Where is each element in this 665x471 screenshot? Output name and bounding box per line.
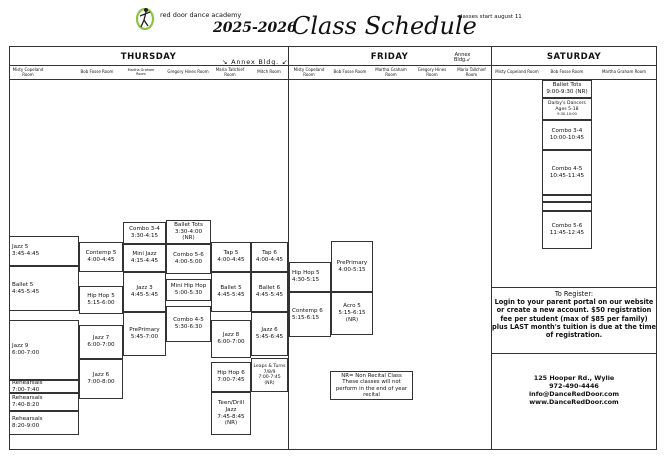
nr-legend: NR= Non Recital Class These classes will not perform in the end of year recital	[330, 371, 413, 400]
sat-gap-1	[542, 195, 592, 202]
phone: 972-490-4446	[549, 382, 599, 390]
room-martha-graham-fri: Martha Graham Room	[375, 67, 407, 77]
class-hip-hop-6: Hip Hop 6 7:00-7:45	[211, 362, 251, 392]
class-combo-4-5: Combo 4-5 5:30-6:30	[166, 306, 211, 342]
room-gregory-hines-fri: Gregory Hines Room	[417, 67, 447, 77]
logo	[133, 5, 157, 31]
class-jazz-6: Jazz 6 7:00-8:00	[79, 359, 123, 399]
schedule-year: 2025-2026	[213, 20, 297, 36]
class-combo-4-5-sat: Combo 4-5 10:45-11:45	[542, 150, 592, 195]
arrow-down-icon: ↙	[466, 57, 471, 64]
class-jazz-8: Jazz 8 6:00-7:00	[211, 320, 251, 358]
register-title: To Register:	[554, 290, 594, 298]
class-leaps-turns: Leaps & Turns 7/8/9 7:00-7:45 (NR)	[251, 358, 288, 392]
room-bob-fosse-fri: Bob Fosse Room	[333, 69, 367, 75]
class-preprimary-thu: PrePrimary 5:45-7:00	[123, 312, 166, 356]
class-ballet-tots-thu: Ballet Tots 3:30-4:00 (NR)	[166, 220, 211, 244]
start-note: classes start august 11	[458, 14, 522, 20]
class-jazz-6-annex: Jazz 6 5:45-6:45	[251, 312, 288, 356]
annex-bldg-friday: Annex Bldg.↙	[454, 52, 471, 64]
website: www.DanceRedDoor.com	[529, 398, 619, 406]
room-mitch-thu: Mitch Room	[257, 69, 281, 75]
studio-name: red door dance academy	[160, 11, 242, 19]
room-misty-copeland-fri: Misty Copeland Room	[293, 67, 325, 77]
class-hip-hop-5-fri: Hip Hop 5 4:30-5:15	[289, 262, 331, 292]
address: 125 Hooper Rd., Wylie	[533, 374, 615, 382]
class-darbys-dancers: Darby's Dancers Ages 5-18 9:30-10:00	[542, 98, 592, 120]
class-tap-5: Tap 5 4:00-4:45	[211, 242, 251, 272]
class-tap-6: Tap 6 4:00-4:45	[251, 242, 288, 272]
room-martha-graham-thu: Martha Graham Room	[127, 67, 155, 76]
class-ballet-5: Ballet 5 4:45-5:45	[9, 266, 79, 311]
class-mini-hip-hop: Mini Hip Hop 5:00-5:30	[166, 279, 211, 301]
class-ballet-5-annex: Ballet 5 4:45-5:45	[211, 272, 251, 312]
class-teen-drill-jazz: Teen/Drill Jazz 7:45-8:45 (NR)	[211, 392, 251, 435]
class-hip-hop-5: Hip Hop 5 5:15-6:00	[79, 286, 123, 314]
schedule-title: Class Schedule	[292, 12, 477, 40]
class-mini-jazz: Mini Jazz 4:15-4:45	[123, 244, 166, 272]
class-jazz-9: Jazz 9 6:00-7:00	[9, 320, 79, 380]
class-combo-5-6: Combo 5-6 4:00-5:00	[166, 244, 211, 274]
register-box	[492, 290, 656, 339]
friday-header: FRIDAY	[370, 52, 409, 62]
email: info@DanceRedDoor.com	[528, 390, 619, 398]
arrow-down-right-icon: ↙	[281, 58, 289, 66]
class-ballet-tots-sat: Ballet Tots 9:00-9:30 (NR)	[542, 80, 592, 98]
sat-gap-2	[542, 202, 592, 211]
annex-bldg-thursday: ↘ Annex Bldg. ↙	[222, 58, 289, 66]
register-body: Login to your parent portal on our website or create a new account. $50 registration fee per student (max of $85 per family) plus LAST month's tuition is due at the time of registration.	[492, 298, 656, 340]
room-bob-fosse-sat: Bob Fosse Room	[550, 69, 584, 75]
room-misty-copeland-sat: Misty Copeland Room	[495, 69, 539, 75]
thursday-header: THURSDAY	[120, 52, 177, 62]
dancer-logo-icon	[133, 5, 157, 31]
class-preprimary-fri: PrePrimary 4:00-5:15	[331, 241, 373, 292]
saturday-header: SATURDAY	[546, 52, 602, 62]
room-maria-tallchief-thu: Maria Tallchief Room	[215, 67, 245, 77]
rehearsals-3: Rehearsals 8:20-9:00	[9, 411, 79, 435]
class-jazz-3: Jazz 3 4:45-5:45	[123, 272, 166, 312]
class-combo-3-4: Combo 3-4 3:30-4:15	[123, 222, 166, 244]
class-contemp-5: Contemp 5 4:00-4:45	[79, 242, 123, 272]
class-combo-3-4-sat: Combo 3-4 10:00-10:45	[542, 120, 592, 150]
contact-box	[492, 374, 656, 406]
rehearsals-1: Rehearsals 7:00-7:40	[9, 380, 79, 393]
class-ballet-6: Ballet 6 4:45-5:45	[251, 272, 288, 312]
arrow-down-left-icon: ↘	[222, 58, 229, 66]
room-misty-copeland-thu: Misty Copeland Room	[12, 67, 44, 77]
rehearsals-2: Rehearsals 7:40-8:20	[9, 393, 79, 411]
class-jazz-5: Jazz 5 3:45-4:45	[9, 236, 79, 266]
room-martha-graham-sat: Martha Graham Room	[601, 69, 647, 75]
class-acro-5: Acro 5 5:15-6:15 (NR)	[331, 292, 373, 335]
room-bob-fosse-thu: Bob Fosse Room	[80, 69, 114, 75]
class-combo-5-6-sat: Combo 5-6 11:45-12:45	[542, 211, 592, 249]
class-contemp-6: Contemp 6 5:15-6:15	[289, 292, 331, 337]
room-gregory-hines-thu: Gregory Hines Room	[167, 69, 209, 75]
room-maria-tallchief-fri: Maria Tallchief Room	[457, 67, 486, 77]
class-jazz-7: Jazz 7 6:00-7:00	[79, 325, 123, 359]
